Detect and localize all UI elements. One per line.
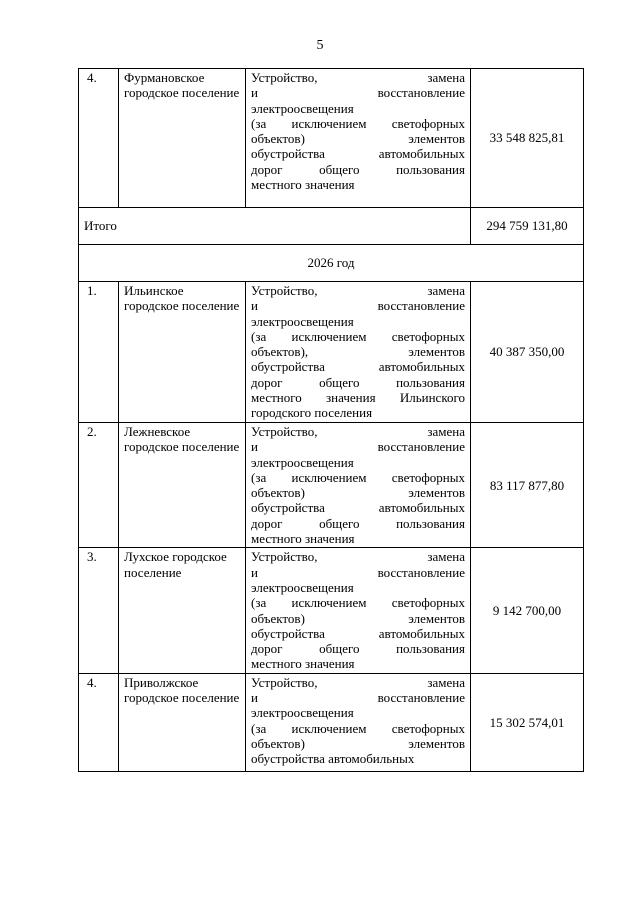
description-line: электроосвещения <box>251 100 354 116</box>
description-line: электроосвещения <box>251 705 354 721</box>
row-number: 1. <box>79 282 119 423</box>
description-line: дорог общего пользования <box>251 161 465 177</box>
page-number: 5 <box>316 38 324 53</box>
description-line: городского поселения <box>251 405 373 421</box>
work-description <box>246 673 471 771</box>
amount: 9 142 700,00 <box>471 548 584 673</box>
description-line: объектов) элементов <box>251 485 465 501</box>
description-line: (за исключением светофорных <box>251 720 465 736</box>
description-line: и восстановление <box>251 690 465 706</box>
work-description <box>246 282 471 423</box>
table-row <box>79 548 584 673</box>
description-line: (за исключением светофорных <box>251 328 465 344</box>
table-row <box>79 673 584 771</box>
description-line: объектов) элементов <box>251 610 465 626</box>
description-line: (за исключением светофорных <box>251 469 465 485</box>
description-line: обустройства автомобильных <box>251 625 465 641</box>
amount: 83 117 877,80 <box>471 423 584 548</box>
description-line: (за исключением светофорных <box>251 595 465 611</box>
description-line: обустройства автомобильных <box>251 751 415 767</box>
description-line: дорог общего пользования <box>251 515 465 531</box>
table-row <box>79 282 584 423</box>
description-line: Устройство, замена <box>251 674 465 690</box>
work-description <box>246 423 471 548</box>
settlement-name: Лежневское городское поселение <box>119 423 246 548</box>
year-heading-row <box>79 245 584 282</box>
row-number: 4. <box>79 69 119 208</box>
description-line: и восстановление <box>251 439 465 455</box>
description-line: обустройства автомобильных <box>251 500 465 516</box>
description-line: дорог общего пользования <box>251 641 465 657</box>
total-row <box>79 208 584 245</box>
description-line: местного значения <box>251 656 355 672</box>
budget-table <box>78 68 584 772</box>
description-line: обустройства автомобильных <box>251 359 465 375</box>
work-description <box>246 69 471 208</box>
settlement-name: Приволжское городское поселение <box>119 673 246 771</box>
amount: 15 302 574,01 <box>471 673 584 771</box>
description-line: обустройства автомобильных <box>251 146 465 162</box>
settlement-name: Лухское городское поселение <box>119 548 246 673</box>
description-line: (за исключением светофорных <box>251 115 465 131</box>
table-row <box>79 423 584 548</box>
description-line: объектов), элементов <box>251 344 465 360</box>
total-amount: 294 759 131,80 <box>471 208 584 245</box>
total-label: Итого <box>79 208 471 245</box>
row-number: 3. <box>79 548 119 673</box>
description-line: электроосвещения <box>251 579 354 595</box>
row-number: 4. <box>79 673 119 771</box>
table-row <box>79 69 584 208</box>
description-line: объектов) элементов <box>251 131 465 147</box>
description-line: Устройство, замена <box>251 424 465 439</box>
year-heading: 2026 год <box>79 245 584 282</box>
description-line: Устройство, замена <box>251 283 465 298</box>
work-description <box>246 548 471 673</box>
row-number: 2. <box>79 423 119 548</box>
settlement-name: Ильинское городское поселение <box>119 282 246 423</box>
description-line: и восстановление <box>251 564 465 580</box>
description-line: местного значения <box>251 177 355 193</box>
amount: 33 548 825,81 <box>471 69 584 208</box>
amount: 40 387 350,00 <box>471 282 584 423</box>
settlement-name: Фурмановское городское поселение <box>119 69 246 208</box>
description-line: электроосвещения <box>251 454 354 470</box>
description-line: местного значения <box>251 531 355 547</box>
description-line: дорог общего пользования <box>251 374 465 390</box>
description-line: и восстановление <box>251 85 465 101</box>
description-line: Устройство, замена <box>251 549 465 565</box>
description-line: Устройство, замена <box>251 70 465 85</box>
description-line: электроосвещения <box>251 313 354 329</box>
description-line: и восстановление <box>251 298 465 314</box>
description-line: объектов) элементов <box>251 735 465 751</box>
description-line: местного значения Ильинского <box>251 390 465 406</box>
